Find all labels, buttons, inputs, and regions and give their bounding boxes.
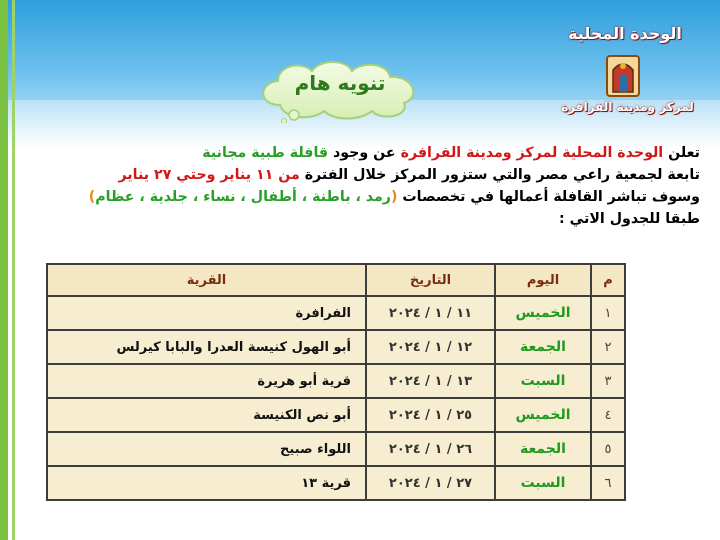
announcement-text [28,142,700,230]
header-date: التاريخ [366,264,495,296]
line2-period: من ١١ يناير وحتي ٢٧ يناير [118,167,300,183]
row-num: ٢ [591,330,625,364]
header-day: اليوم [495,264,591,296]
announcement-line-3 [28,186,700,208]
logo-title: الوحدة المحلية [568,24,682,43]
header-village: القرية [47,264,366,296]
table-row [47,432,625,466]
schedule-table-wrap [46,263,626,491]
left-accent-bar-thin [12,0,15,540]
row-date: ٢٥ / ١ / ٢٠٢٤ [366,398,495,432]
row-num: ٤ [591,398,625,432]
schedule-table [46,263,626,501]
row-day: الخميس [495,398,591,432]
row-date: ٢٧ / ١ / ٢٠٢٤ [366,466,495,500]
row-village: قرية ١٣ [47,466,366,500]
line1-prefix: تعلن [663,145,700,161]
row-village: أبو نص الكنيسة [47,398,366,432]
row-date: ١٣ / ١ / ٢٠٢٤ [366,364,495,398]
table-row [47,330,625,364]
row-num: ٦ [591,466,625,500]
notice-cloud [250,55,430,123]
announcement-line-2 [28,164,700,186]
table-row [47,364,625,398]
notice-title: تنويه هام [294,71,386,95]
line1-caravan: قافلة طبية مجانية [202,145,329,161]
line2-prefix: تابعة لجمعية راعي مصر والتي ستزور المركز خلال الفترة [299,167,700,183]
line1-mid: عن وجود [328,145,401,161]
line3-paren-close: ) [88,189,96,205]
row-village: اللواء صبيح [47,432,366,466]
row-day: الجمعة [495,432,591,466]
line3-prefix: وسوف تباشر القافلة أعمالها في تخصصات [397,189,700,205]
row-date: ١١ / ١ / ٢٠٢٤ [366,296,495,330]
announcement-line-4: طبقا للجدول الاتي : [559,211,700,227]
row-day: الخميس [495,296,591,330]
line1-unit-name: الوحدة المحلية لمركز ومدينة الفرافرة [400,145,664,161]
row-date: ٢٦ / ١ / ٢٠٢٤ [366,432,495,466]
row-village: أبو الهول كنيسة العدرا والبابا كيرلس [47,330,366,364]
announcement-line-1 [28,142,700,164]
line3-specialties: رمد ، باطنة ، أطفال ، نساء ، جلدية ، عظام [95,189,391,205]
table-row [47,398,625,432]
row-num: ٣ [591,364,625,398]
row-village: قرية أبو هريرة [47,364,366,398]
logo-block [555,24,700,124]
row-num: ١ [591,296,625,330]
table-header-row [47,264,625,296]
row-village: الفرافرة [47,296,366,330]
left-accent-bar [0,0,8,540]
table-row [47,296,625,330]
row-day: الجمعة [495,330,591,364]
logo-subtitle: لمركز ومدينة الفرافرة [561,100,694,114]
row-day: السبت [495,364,591,398]
line3-paren-open: ( [390,189,398,205]
row-day: السبت [495,466,591,500]
header-num: م [591,264,625,296]
unit-emblem-icon [605,52,641,98]
table-row [47,466,625,500]
row-num: ٥ [591,432,625,466]
row-date: ١٢ / ١ / ٢٠٢٤ [366,330,495,364]
